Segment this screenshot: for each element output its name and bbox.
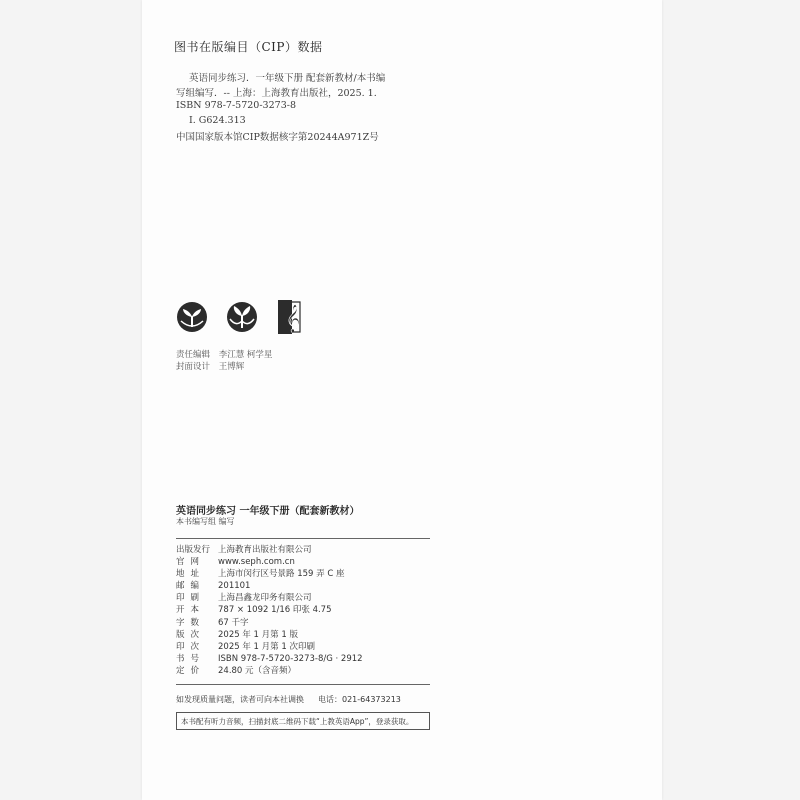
- divider: [176, 538, 430, 539]
- info-value: 上海市闵行区号景路 159 弄 C 座: [218, 569, 345, 580]
- publication-info: [176, 544, 363, 677]
- cover-credit: [176, 360, 244, 372]
- cover-label: 封面设计: [176, 362, 211, 372]
- info-key: 字数: [176, 617, 206, 628]
- info-value: 2025 年 1 月第 1 次印刷: [218, 641, 315, 652]
- info-value: ISBN 978-7-5720-3273-8/G · 2912: [218, 653, 363, 664]
- info-row: [176, 544, 363, 556]
- info-row: [176, 641, 363, 653]
- sprout-logo-icon-2: [226, 301, 258, 333]
- info-key: 版次: [176, 629, 206, 640]
- book-author: 本书编写组 编写: [176, 517, 235, 526]
- info-row: [176, 665, 363, 677]
- info-row: [176, 604, 363, 616]
- info-key: 定价: [176, 665, 206, 676]
- info-row: [176, 629, 363, 641]
- info-value: 24.80 元（含音频）: [218, 665, 297, 676]
- svg-text:𝄞: 𝄞: [286, 304, 301, 332]
- info-value: 201101: [218, 581, 251, 592]
- info-key: 地址: [176, 569, 206, 580]
- info-key: 出版发行: [176, 545, 211, 555]
- editor-names: 李江慧 柯学星: [218, 350, 273, 360]
- book-title: 英语同步练习 一年级下册（配套新教材）: [176, 506, 360, 517]
- info-row: [176, 653, 363, 665]
- publisher-logos: [176, 300, 302, 334]
- editor-label: 责任编辑: [176, 350, 211, 360]
- info-key: 印刷: [176, 593, 206, 604]
- info-value: 2025 年 1 月第 1 版: [218, 629, 298, 640]
- info-value: 上海教育出版社有限公司: [218, 545, 312, 555]
- cover-names: 王博辉: [218, 362, 245, 372]
- info-row: [176, 556, 363, 568]
- info-key: 开本: [176, 605, 206, 616]
- info-value: 787 × 1092 1/16 印张 4.75: [218, 605, 332, 616]
- quality-phone: 电话：021-64373213: [318, 695, 401, 704]
- editor-credit: [176, 348, 272, 360]
- divider: [176, 684, 430, 685]
- info-row: [176, 592, 363, 604]
- sprout-logo-icon: [176, 301, 208, 333]
- audio-note-box: 本书配有听力音频，扫描封底二维码下载“上教英语App”，登录获取。: [176, 712, 430, 730]
- music-clef-logo-icon: [278, 300, 302, 334]
- info-row: [176, 568, 363, 580]
- info-value: 上海昌鑫龙印务有限公司: [218, 593, 312, 604]
- cip-line: ISBN 978-7-5720-3273-8: [176, 100, 296, 111]
- info-row: [176, 617, 363, 629]
- info-key: 官网: [176, 557, 206, 568]
- cip-title: 图书在版编目（CIP）数据: [174, 40, 323, 54]
- info-key: 邮编: [176, 581, 206, 592]
- cip-line: 写组编写．-- 上海：上海教育出版社，2025. 1.: [176, 88, 377, 99]
- quality-notice: [176, 694, 401, 705]
- info-value: www.seph.com.cn: [218, 557, 295, 568]
- info-value: 67 千字: [218, 617, 249, 628]
- cip-line: 中国国家版本馆CIP数据核字第20244A971Z号: [176, 132, 379, 143]
- info-key: 书号: [176, 653, 206, 664]
- info-row: [176, 580, 363, 592]
- info-key: 印次: [176, 641, 206, 652]
- quality-text: 如发现质量问题，读者可向本社调换: [176, 695, 304, 704]
- cip-line: Ⅰ. G624.313: [189, 115, 246, 126]
- cip-line: 英语同步练习．一年级下册 配套新教材/本书编: [189, 73, 386, 84]
